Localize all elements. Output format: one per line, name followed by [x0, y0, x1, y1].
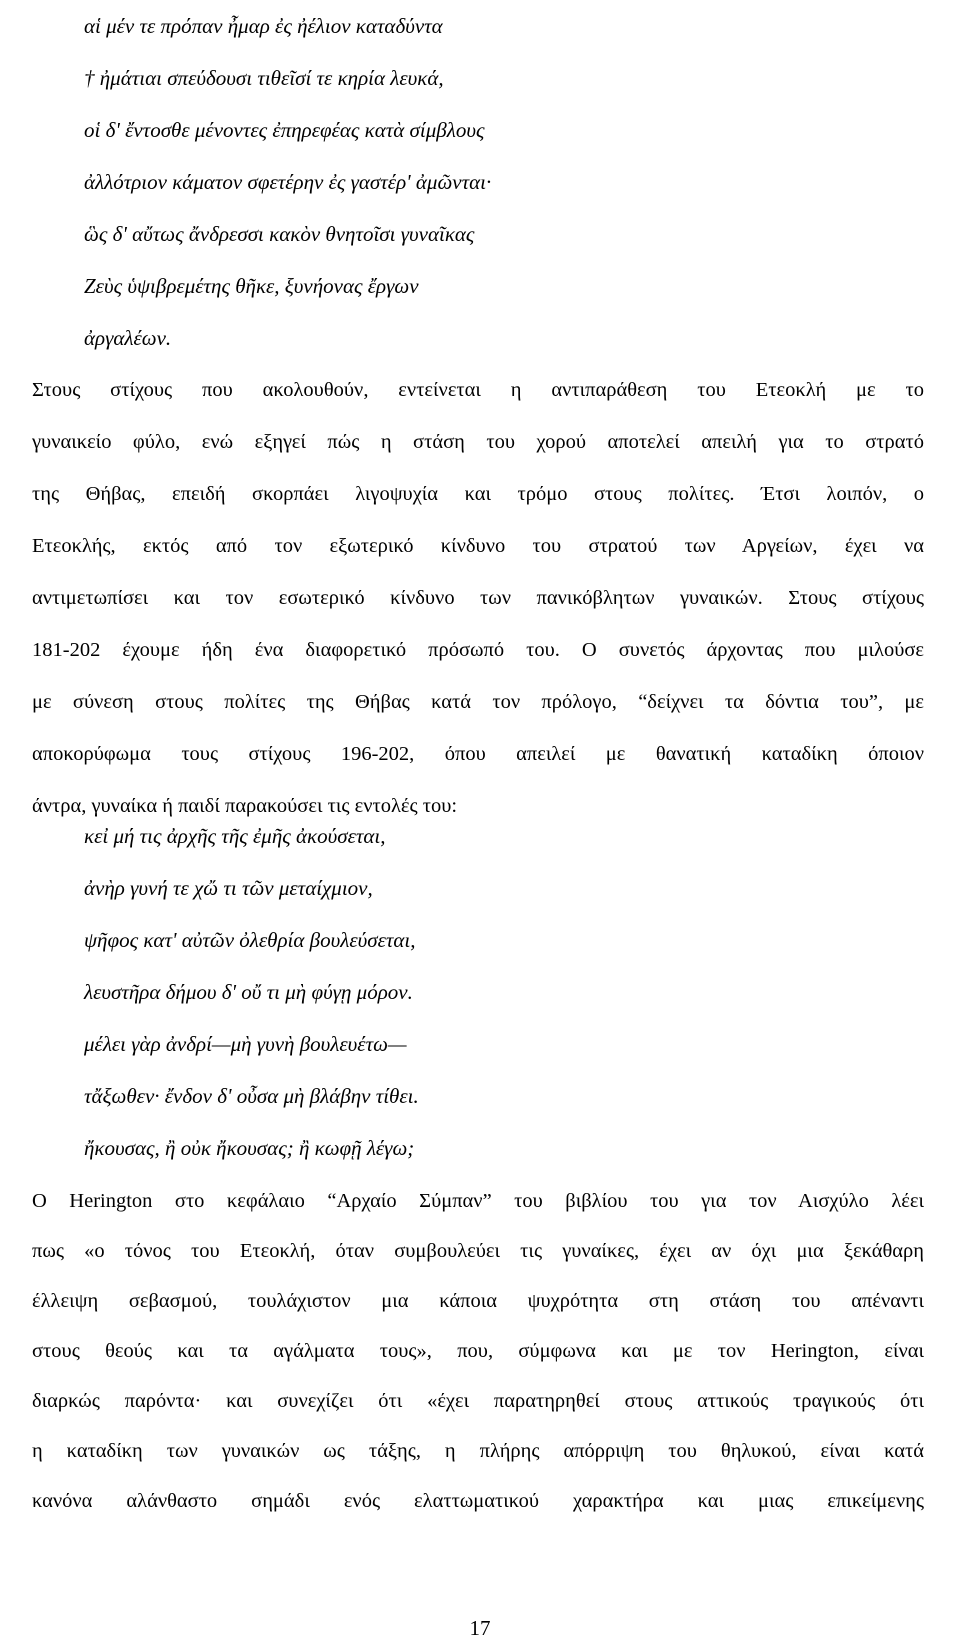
paragraph-line: έλλειψη σεβασμού, τουλάχιστον μια κάποια ψυχρότητα στη στάση του απέναντι [32, 1290, 924, 1312]
verse-line: λευστῆρα δήμου δʹ οὔ τι μὴ φύγῃ μόρον. [84, 980, 413, 1004]
verse-quotation-aeschylus [84, 810, 419, 1174]
verse-line: ψῆφος κατʹ αὐτῶν ὀλεθρία βουλεύσεται, [84, 928, 416, 952]
verse-line: ἀνὴρ γυνή τε χὤ τι τῶν μεταίχμιον, [84, 876, 373, 900]
body-paragraph-2 [32, 1176, 924, 1526]
verse-line: † ἠμάτιαι σπεύδουσι τιθεῖσί τε κηρία λευκά, [84, 66, 444, 90]
paragraph-line: πως «ο τόνος του Ετεοκλή, όταν συμβουλεύει τις γυναίκες, έχει αν όχι μια ξεκάθαρη [32, 1240, 924, 1262]
paragraph-line: στους θεούς και τα αγάλματα τους», που, σύμφωνα και με τον Herington, είναι [32, 1340, 924, 1362]
paragraph-line: Ο Herington στο κεφάλαιο “Αρχαίο Σύμπαν” του βιβλίου του για τον Αισχύλο λέει [32, 1190, 924, 1212]
verse-line: Ζεὺς ὑψιβρεμέτης θῆκε, ξυνήονας ἔργων [84, 274, 419, 298]
verse-line: ἤκουσας, ἢ οὐκ ἤκουσας; ἢ κωφῇ λέγω; [84, 1136, 415, 1160]
verse-line: ἀργαλέων. [84, 326, 172, 350]
verse-line: τἄξωθεν· ἔνδον δʹ οὖσα μὴ βλάβην τίθει. [84, 1084, 419, 1108]
paragraph-line: αποκορύφωμα τους στίχους 196-202, όπου απειλεί με θανατική καταδίκη όποιον [32, 743, 924, 765]
paragraph-line: της Θήβας, επειδή σκορπάει λιγοψυχία και τρόμο στους πολίτες. Έτσι λοιπόν, ο [32, 483, 924, 505]
verse-line: ἀλλότριον κάματον σφετέρην ἐς γαστέρʹ ἀμῶνται· [84, 170, 492, 194]
paragraph-line: αντιμετωπίσει και τον εσωτερικό κίνδυνο των πανικόβλητων γυναικών. Στους στίχους [32, 587, 924, 609]
paragraph-line: 181-202 έχουμε ήδη ένα διαφορετικό πρόσωπό του. Ο συνετός άρχοντας που μιλούσε [32, 639, 924, 661]
verse-line: οἱ δʹ ἔντοσθε μένοντες ἐπηρεφέας κατὰ σίμβλους [84, 118, 485, 142]
verse-line: ὣς δʹ αὔτως ἄνδρεσσι κακὸν θνητοῖσι γυναῖκας [84, 222, 475, 246]
paragraph-line: γυναικείο φύλο, ενώ εξηγεί πώς η στάση του χορού αποτελεί απειλή για το στρατό [32, 431, 924, 453]
paragraph-line: Ετεοκλής, εκτός από τον εξωτερικό κίνδυνο του στρατού των Αργείων, έχει να [32, 535, 924, 557]
paragraph-line: άντρα, γυναίκα ή παιδί παρακούσει τις εντολές του: [32, 795, 458, 817]
verse-line: μέλει γὰρ ἀνδρί—μὴ γυνὴ βουλευέτω— [84, 1032, 407, 1056]
paragraph-line: κανόνα αλάνθαστο σημάδι ενός ελαττωματικού χαρακτήρα και μιας επικείμενης [32, 1490, 924, 1512]
body-paragraph-1 [32, 364, 924, 832]
verse-line: κεἰ μή τις ἀρχῆς τῆς ἐμῆς ἀκούσεται, [84, 824, 386, 848]
paragraph-line: διαρκώς παρόντα· και συνεχίζει ότι «έχει παρατηρηθεί στους αττικούς τραγικούς ότι [32, 1390, 924, 1412]
paragraph-line: με σύνεση στους πολίτες της Θήβας κατά τον πρόλογο, “δείχνει τα δόντια του”, με [32, 691, 924, 713]
verse-line: αἱ μέν τε πρόπαν ἦμαρ ἐς ἠέλιον καταδύντα [84, 14, 443, 38]
paragraph-line: Στους στίχους που ακολουθούν, εντείνεται η αντιπαράθεση του Ετεοκλή με το [32, 379, 924, 401]
page-number: 17 [469, 1616, 491, 1640]
paragraph-line: η καταδίκη των γυναικών ως τάξης, η πλήρης απόρριψη του θηλυκού, είναι κατά [32, 1440, 924, 1462]
verse-quotation-hesiod [84, 0, 491, 364]
